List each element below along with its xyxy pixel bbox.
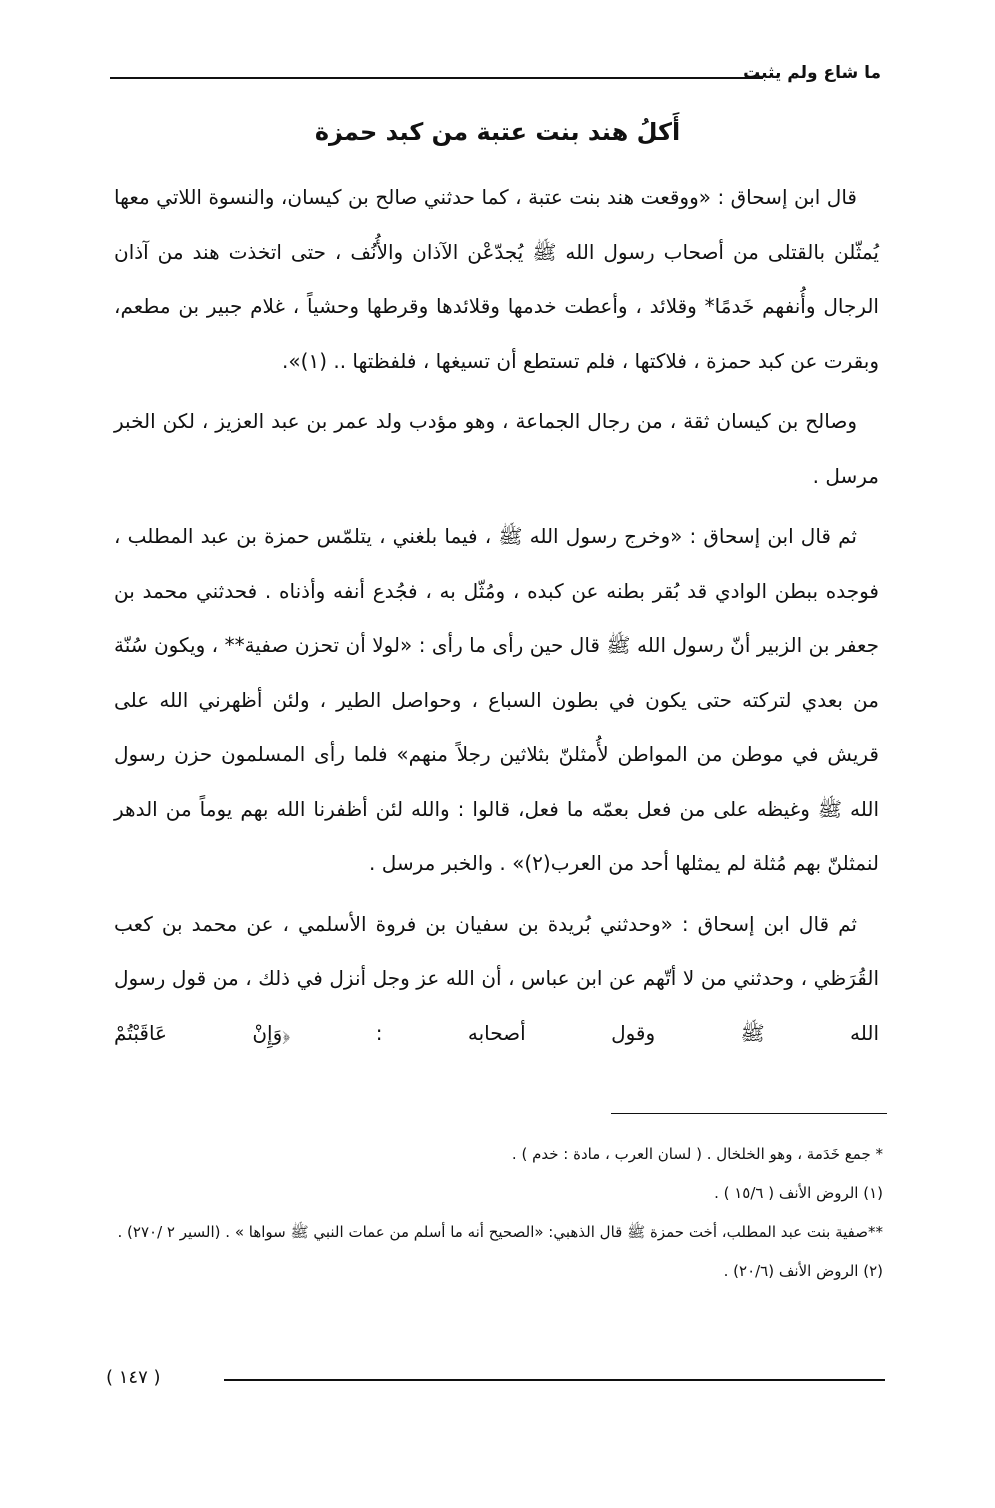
footnote-double-asterisk: **صفية بنت عبد المطلب، أخت حمزة ﷺ قال الذهبي: «الصحيح أنه ما أسلم من عمات النبي ﷺ سواها » . (السير ٢ /٢٧٠) . xyxy=(117,1223,883,1241)
footnotes xyxy=(112,1135,883,1291)
paragraph-3: ثم قال ابن إسحاق : «وخرج رسول الله ﷺ ، فيما بلغني ، يتلمّس حمزة بن عبد المطلب ، فوجده ببطن الوادي قد بُقر بطنه عن كبده ، ومُثّل به ، فجُدع أنفه وأذناه . فحدثني محمد بن جعفر بن الزبير أنّ رسول الله ﷺ قال حين رأى ما رأى : «لولا أن تحزن صفية** ، ويكون سُنّة من بعدي لتركته حتى يكون في بطون السباع ، وحواصل الطير ، ولئن أظهرني الله على قريش في موطن من المواطن لأُمثلنّ بثلاثين رجلاً منهم» فلما رأى المسلمون حزن رسول الله ﷺ وغيظه على من فعل بعمّه ما فعل، قالوا : والله لئن أظفرنا الله بهم يوماً من الدهر لنمثلنّ بهم مُثلة لم يمثلها أحد من العرب(٢)» . والخبر مرسل . xyxy=(114,524,879,875)
header-rule xyxy=(110,77,763,79)
chapter-title: أَكلُ هند بنت عتبة من كبد حمزة xyxy=(314,118,681,146)
paragraph-1: قال ابن إسحاق : «ووقعت هند بنت عتبة ، كما حدثني صالح بن كيسان، والنسوة اللاتي معها يُمثّلن بالقتلى من أصحاب رسول الله ﷺ يُجدّعْن الآذان والأُنُف ، حتى اتخذت هند من آذان الرجال وأُنفهم خَدمًا* وقلائد ، وأعطت خدمها وقلائدها وقرطها وحشياً ، غلام جبير بن مطعم، وبقرت عن كبد حمزة ، فلاكتها ، فلم تستطع أن تسيغها ، فلفظتها .. (١)». xyxy=(114,185,879,373)
footnote-asterisk: * جمع خَدَمة ، وهو الخلخال . ( لسان العرب ، مادة : خدم ) . xyxy=(511,1145,883,1163)
paragraph-4: ثم قال ابن إسحاق : «وحدثني بُريدة بن سفيان بن فروة الأسلمي ، عن محمد بن كعب القُرَظي ، وحدثني من لا أتّهم عن ابن عباس ، أن الله عز وجل أنزل في ذلك ، من قول رسول الله ﷺ وقول أصحابه : ﴿وَإِنْ عَاقَبْتُمْ xyxy=(114,911,879,1045)
footnote-2: (٢) الروض الأنف (٢٠/٦) . xyxy=(723,1262,883,1280)
paragraph-2: وصالح بن كيسان ثقة ، من رجال الجماعة ، وهو مؤدب ولد عمر بن عبد العزيز ، لكن الخبر مرسل . xyxy=(114,409,879,488)
footnote-separator xyxy=(611,1113,887,1114)
body-text xyxy=(114,170,879,1066)
running-header xyxy=(110,62,881,84)
page-footer xyxy=(106,1364,885,1392)
footnote-1: (١) الروض الأنف ( ١٥/٦ ) . xyxy=(714,1184,883,1202)
page-number: ( ١٤٧ ) xyxy=(106,1367,161,1388)
running-title: ما شاع ولم يثبت xyxy=(743,63,881,83)
footer-rule xyxy=(224,1379,885,1381)
